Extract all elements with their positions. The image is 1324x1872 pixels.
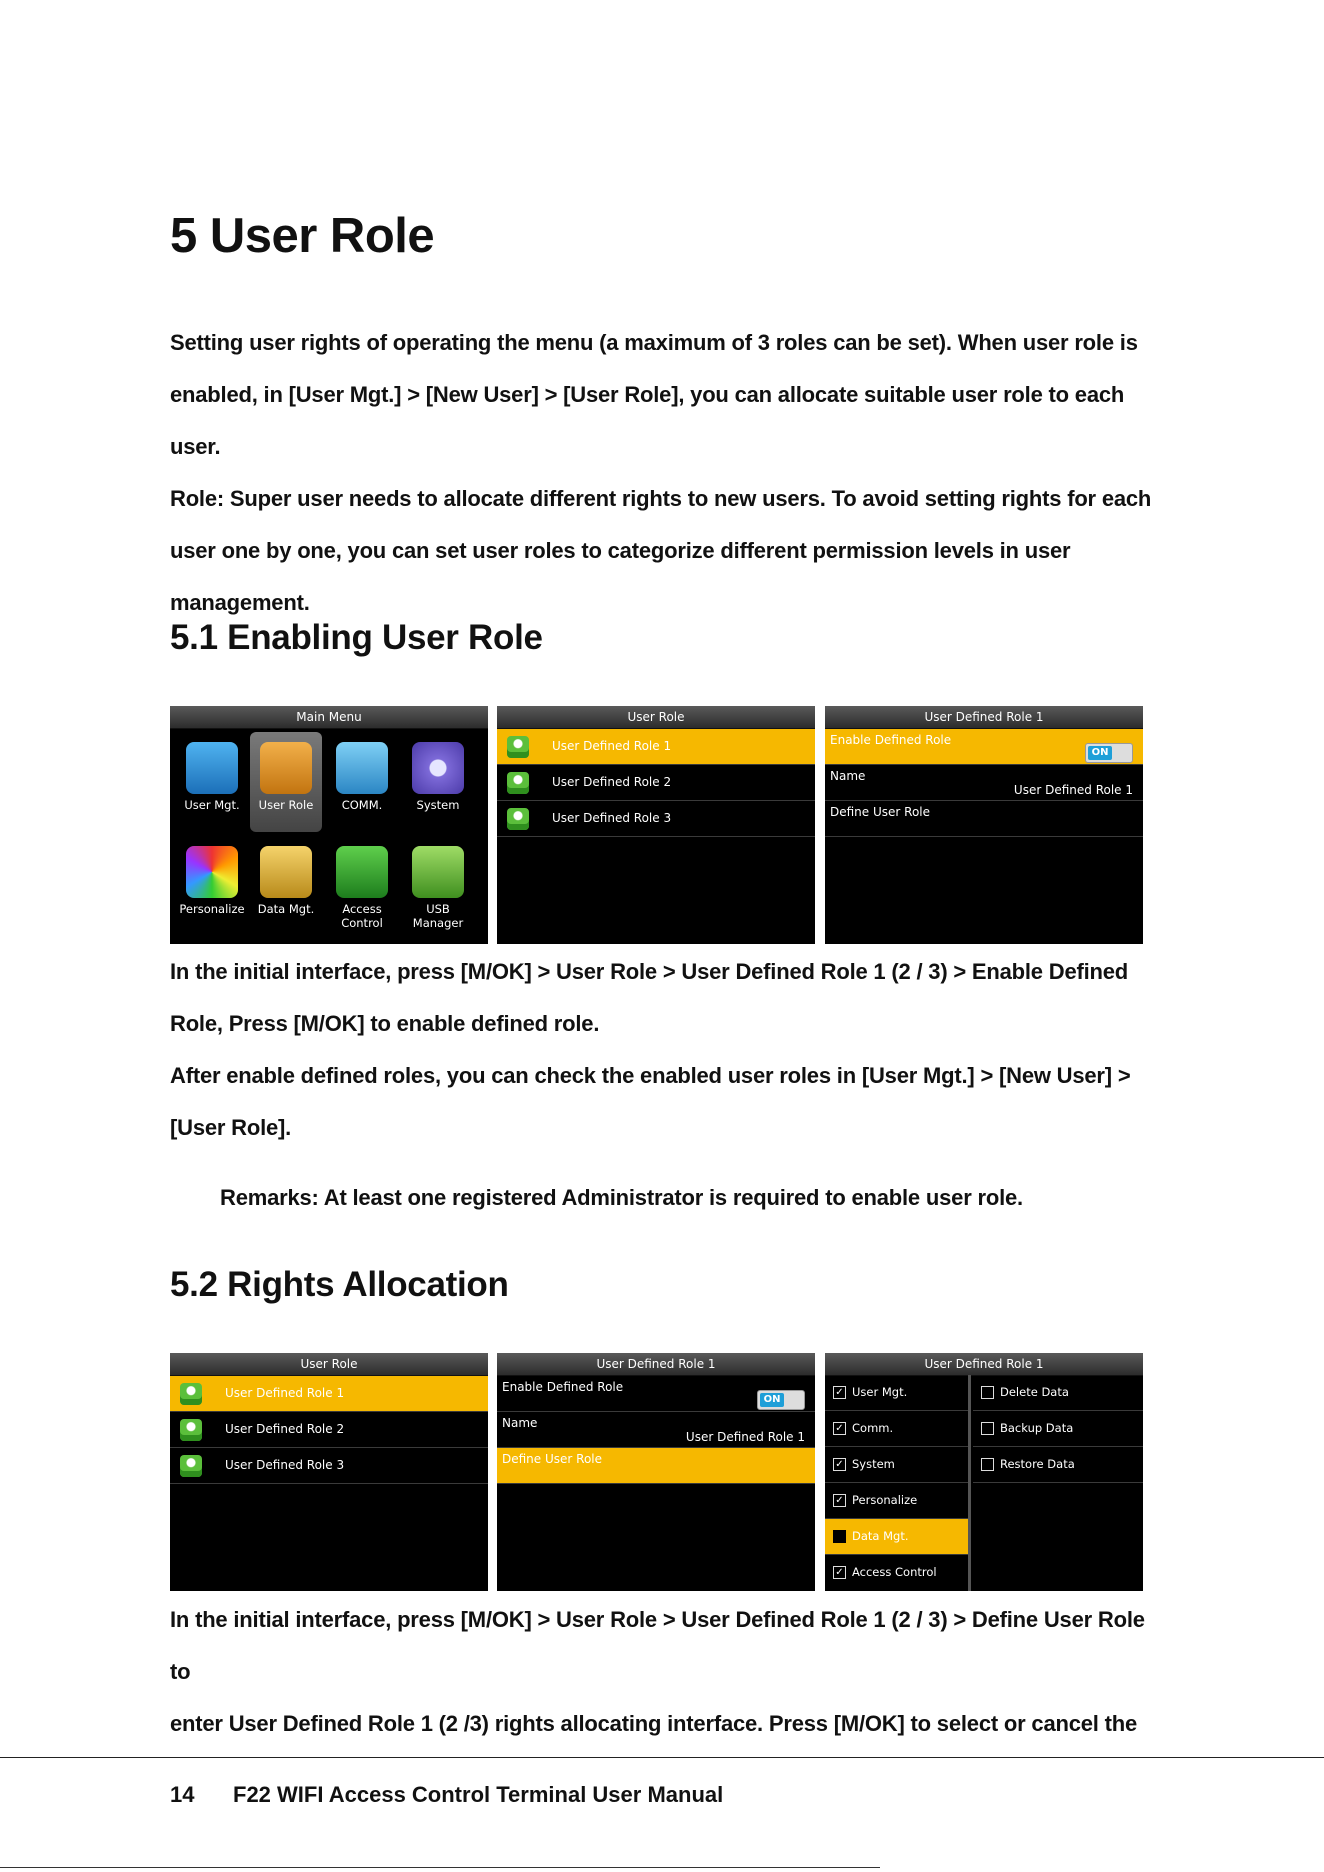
checkbox-unchecked-icon: [981, 1458, 994, 1471]
right-item[interactable]: [825, 1447, 968, 1483]
define-user-role-label: Define User Role: [502, 1452, 603, 1466]
right-item[interactable]: [825, 1519, 968, 1555]
role-item-label: User Defined Role 3: [225, 1458, 345, 1472]
right-item-label: System: [852, 1457, 895, 1471]
rights-screen: [825, 1353, 1143, 1591]
text-line: Role, Press [M/OK] to enable defined role.: [170, 1011, 600, 1036]
section-1-title: 5.1 Enabling User Role: [170, 618, 543, 657]
menu-item-label: USB Manager: [412, 902, 464, 930]
menu-item-access-control[interactable]: [326, 836, 398, 936]
defined-role-screen-2: [497, 1353, 815, 1591]
menu-item-label: User Mgt.: [184, 798, 240, 812]
defined-role-title: User Defined Role 1: [497, 1353, 815, 1376]
checkbox-checked-icon: ✓: [833, 1422, 846, 1435]
footer-divider: [0, 1757, 1324, 1758]
checkbox-unchecked-icon: [981, 1386, 994, 1399]
define-user-role-row[interactable]: [825, 801, 1143, 837]
role-item-label: User Defined Role 1: [225, 1386, 345, 1400]
user-icon: [507, 808, 529, 830]
enable-toggle[interactable]: [1085, 743, 1133, 763]
name-value: User Defined Role 1: [1013, 783, 1133, 797]
role-item[interactable]: [170, 1448, 488, 1484]
menu-item-label: System: [416, 798, 460, 812]
right-item[interactable]: [825, 1555, 968, 1590]
intro-line: user one by one, you can set user roles to categorize different permission levels in user: [170, 538, 1071, 563]
menu-item-user-role[interactable]: [250, 732, 322, 832]
menu-item-system[interactable]: [402, 732, 474, 832]
define-user-role-row[interactable]: [497, 1448, 815, 1484]
menu-item-label: Access Control: [341, 902, 383, 930]
text-line: In the initial interface, press [M/OK] > User Role > User Defined Role 1 (2 / 3) > Enable Defined: [170, 959, 1129, 984]
intro-line: enabled, in [User Mgt.] > [New User] > [User Role], you can allocate suitable user role to each user.: [170, 382, 1125, 459]
role-item-label: User Defined Role 2: [552, 775, 672, 789]
role-item-label: User Defined Role 3: [552, 811, 672, 825]
user-icon: [180, 1455, 202, 1477]
rights-right-column: [973, 1375, 1143, 1483]
name-label: Name: [830, 769, 866, 783]
network-icon: [336, 742, 388, 794]
name-row[interactable]: [497, 1412, 815, 1448]
menu-item-personalize[interactable]: [176, 836, 248, 936]
enable-defined-role-row[interactable]: [825, 729, 1143, 765]
checkbox-unchecked-icon: [833, 1530, 846, 1543]
checkbox-checked-icon: ✓: [833, 1494, 846, 1507]
enable-defined-role-label: Enable Defined Role: [830, 733, 952, 747]
defined-role-title: User Defined Role 1: [825, 706, 1143, 729]
enable-defined-role-label: Enable Defined Role: [502, 1380, 624, 1394]
main-menu-title: Main Menu: [170, 706, 488, 729]
section-2-title: 5.2 Rights Allocation: [170, 1265, 509, 1304]
user-icon: [180, 1383, 202, 1405]
text-line: After enable defined roles, you can check the enabled user roles in [User Mgt.] > [New User] >: [170, 1063, 1131, 1088]
right-item-label: Personalize: [852, 1493, 918, 1507]
page-number: 14: [170, 1782, 195, 1807]
name-row[interactable]: [825, 765, 1143, 801]
section-1-text: [170, 946, 1170, 1154]
right-item[interactable]: [973, 1411, 1143, 1447]
text-line: In the initial interface, press [M/OK] > User Role > User Defined Role 1 (2 / 3) > Define User Role to: [170, 1607, 1145, 1684]
bottom-divider: [0, 1867, 880, 1868]
menu-item-comm[interactable]: [326, 732, 398, 832]
manual-title: F22 WIFI Access Control Terminal User Manual: [233, 1782, 724, 1807]
right-item-label: Delete Data: [1000, 1385, 1069, 1399]
intro-line: Setting user rights of operating the menu (a maximum of 3 roles can be set). When user role is: [170, 330, 1138, 355]
intro-paragraph: [170, 317, 1170, 629]
color-wheel-icon: [186, 846, 238, 898]
gear-icon: [412, 742, 464, 794]
main-menu-screen: [170, 706, 488, 944]
user-icon: [507, 772, 529, 794]
section-2-text: [170, 1594, 1170, 1750]
role-item-label: User Defined Role 1: [552, 739, 672, 753]
right-item[interactable]: [825, 1411, 968, 1447]
enable-defined-role-row[interactable]: [497, 1376, 815, 1412]
right-item-label: Data Mgt.: [852, 1529, 909, 1543]
user-icon: [180, 1419, 202, 1441]
menu-item-user-mgt[interactable]: [176, 732, 248, 832]
intro-line: management.: [170, 590, 310, 615]
remark-text: Remarks: At least one registered Administrator is required to enable user role.: [220, 1185, 1023, 1210]
toggle-on-label: ON: [760, 1393, 784, 1407]
role-item[interactable]: [170, 1412, 488, 1448]
page-heading: 5 User Role: [170, 209, 435, 263]
door-icon: [336, 846, 388, 898]
define-user-role-label: Define User Role: [830, 805, 931, 819]
role-item-label: User Defined Role 2: [225, 1422, 345, 1436]
menu-item-data-mgt[interactable]: [250, 836, 322, 936]
right-item-label: User Mgt.: [852, 1385, 908, 1399]
text-line: enter User Defined Role 1 (2 /3) rights allocating interface. Press [M/OK] to select or cancel the: [170, 1711, 1138, 1736]
name-value: User Defined Role 1: [685, 1430, 805, 1444]
checkbox-unchecked-icon: [981, 1422, 994, 1435]
right-item[interactable]: [825, 1483, 968, 1519]
user-role-screen: [497, 706, 815, 944]
checkbox-checked-icon: ✓: [833, 1458, 846, 1471]
user-icon: [507, 736, 529, 758]
user-role-title: User Role: [170, 1353, 488, 1376]
role-item[interactable]: [170, 1376, 488, 1412]
role-item[interactable]: [497, 765, 815, 801]
role-item[interactable]: [497, 801, 815, 837]
rights-title: User Defined Role 1: [825, 1353, 1143, 1376]
right-item[interactable]: [973, 1447, 1143, 1483]
intro-line: Role: Super user needs to allocate different rights to new users. To avoid setting rights for each: [170, 486, 1152, 511]
menu-item-usb-manager[interactable]: [402, 836, 474, 936]
defined-role-screen: [825, 706, 1143, 944]
enable-toggle[interactable]: [757, 1390, 805, 1410]
role-item[interactable]: [497, 729, 815, 765]
right-item-label: Comm.: [852, 1421, 894, 1435]
name-label: Name: [502, 1416, 538, 1430]
menu-item-label: COMM.: [341, 798, 383, 812]
menu-item-label: User Role: [258, 798, 314, 812]
text-line: [User Role].: [170, 1115, 292, 1140]
user-role-screen-2: [170, 1353, 488, 1591]
key-icon: [260, 742, 312, 794]
database-icon: [260, 846, 312, 898]
right-item[interactable]: [973, 1375, 1143, 1411]
right-item-label: Access Control: [852, 1565, 937, 1579]
right-item-label: Backup Data: [1000, 1421, 1074, 1435]
menu-item-label: Personalize: [179, 902, 245, 916]
menu-item-label: Data Mgt.: [257, 902, 315, 916]
usb-drive-icon: [412, 846, 464, 898]
right-item[interactable]: [825, 1375, 968, 1411]
rights-left-column: [825, 1375, 971, 1591]
checkbox-checked-icon: ✓: [833, 1566, 846, 1579]
right-item-label: Restore Data: [1000, 1457, 1075, 1471]
toggle-on-label: ON: [1088, 746, 1112, 760]
user-icon: [186, 742, 238, 794]
checkbox-checked-icon: ✓: [833, 1386, 846, 1399]
user-role-title: User Role: [497, 706, 815, 729]
